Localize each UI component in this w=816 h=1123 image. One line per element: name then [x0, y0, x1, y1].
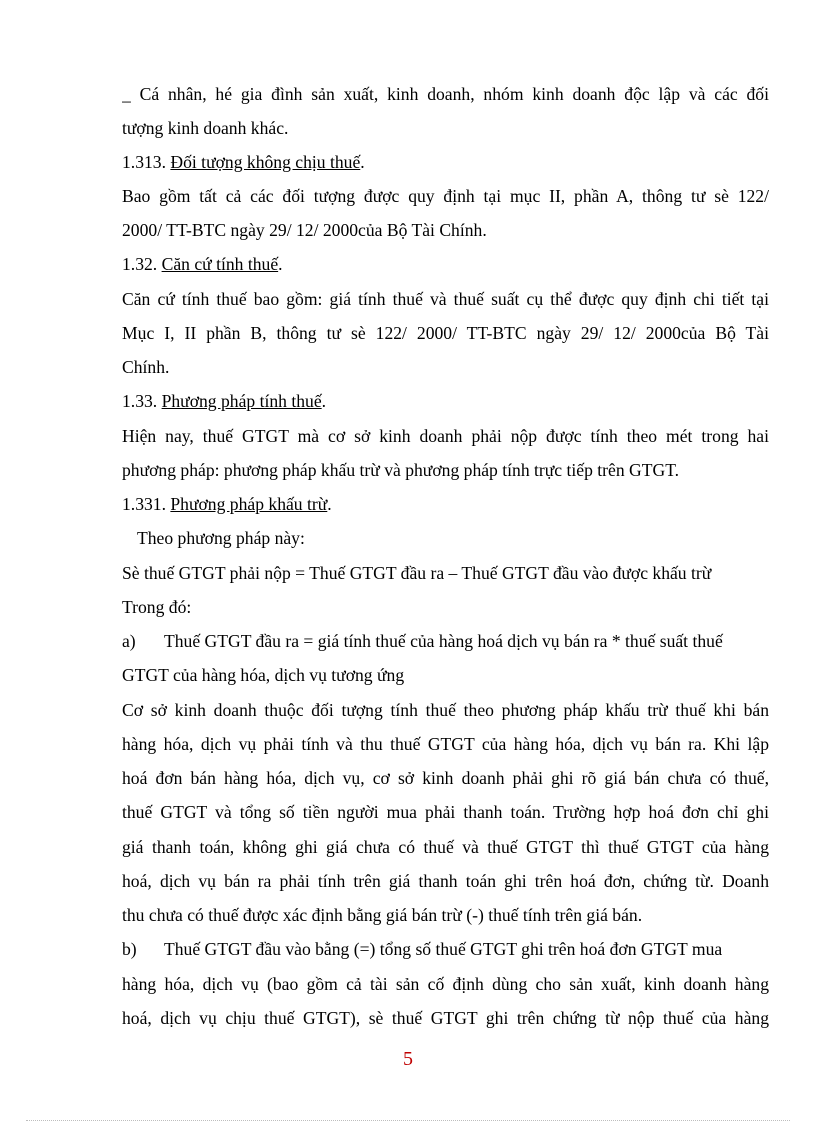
section-heading-1-33 [122, 389, 769, 413]
paragraph-line: tượng kinh doanh khác. [122, 118, 289, 138]
list-text: Thuế GTGT đầu vào bằng (=) tổng số thuế GTGT ghi trên hoá đơn GTGT mua [164, 939, 723, 959]
paragraph-line: phương pháp: phương pháp khấu trừ và phương pháp tính trực tiếp trên GTGT. [122, 460, 680, 480]
section-title: Đối tượng không chịu thuế [170, 152, 361, 172]
footer-divider [26, 1120, 790, 1121]
paragraph-line: Trong đó: [122, 597, 192, 617]
section-number: 1.313. [122, 152, 166, 172]
section-heading-1-331 [122, 492, 769, 516]
paragraph-line: thu chưa có thuế được xác định bằng giá bán trừ (-) thuế tính trên giá bán. [122, 905, 643, 925]
section-period: . [327, 494, 332, 514]
list-label: b) [122, 939, 137, 959]
paragraph-line: hàng hóa, dịch vụ phải tính và thu thuế GTGT của hàng hóa, dịch vụ bán ra. Khi lập [122, 734, 769, 754]
paragraph-line: Mục I, II phần B, thông tư sè 122/ 2000/ TT-BTC ngày 29/ 12/ 2000của Bộ Tài [122, 323, 769, 343]
paragraph-line: hoá, dịch vụ bán ra phải tính trên giá thanh toán ghi trên hoá đơn, chứng từ. Doanh [122, 871, 769, 891]
paragraph-line: _ Cá nhân, hé gia đình sản xuất, kinh doanh, nhóm kinh doanh độc lập và các đối [122, 84, 769, 104]
list-item-a [122, 629, 769, 653]
list-item-b [122, 937, 769, 961]
section-heading-1-313 [122, 150, 769, 174]
section-period: . [360, 152, 365, 172]
paragraph-line: hàng hóa, dịch vụ (bao gồm cả tài sản cố định dùng cho sản xuất, kinh doanh hàng [122, 974, 769, 994]
paragraph-line: thuế GTGT và tổng số tiền người mua phải thanh toán. Trường hợp hoá đơn chỉ ghi [122, 802, 769, 822]
formula-line: Sè thuế GTGT phải nộp = Thuế GTGT đầu ra – Thuế GTGT đầu vào được khấu trừ [122, 563, 712, 583]
section-number: 1.331. [122, 494, 166, 514]
section-title: Phương pháp khấu trừ [170, 494, 328, 514]
paragraph-line: Hiện nay, thuế GTGT mà cơ sở kinh doanh phải nộp được tính theo mét trong hai [122, 426, 769, 446]
section-number: 1.33. [122, 391, 158, 411]
paragraph-line: Theo phương pháp này: [137, 528, 305, 548]
section-title: Căn cứ tính thuế [161, 254, 279, 274]
list-label: a) [122, 631, 136, 651]
paragraph-line: hoá đơn bán hàng hóa, dịch vụ, cơ sở kinh doanh phải ghi rõ giá bán chưa có thuế, [122, 768, 769, 788]
list-text: Thuế GTGT đầu ra = giá tính thuế của hàng hoá dịch vụ bán ra * thuế suất thuế [164, 631, 723, 651]
paragraph-line: giá thanh toán, không ghi giá chưa có thuế và thuế GTGT thì thuế GTGT của hàng [122, 837, 769, 857]
section-period: . [278, 254, 283, 274]
page-number: 5 [403, 1048, 413, 1070]
paragraph-line: Căn cứ tính thuế bao gồm: giá tính thuế và thuế suất cụ thể được quy định chi tiết tại [122, 289, 769, 309]
section-period: . [321, 391, 327, 411]
section-title: Phương pháp tính thuế [161, 391, 322, 411]
paragraph-line: GTGT của hàng hóa, dịch vụ tương ứng [122, 665, 405, 685]
section-heading-1-32 [122, 252, 769, 276]
paragraph-line: Bao gồm tất cả các đối tượng được quy định tại mục II, phần A, thông tư sè 122/ [122, 186, 769, 206]
paragraph-line: hoá, dịch vụ chịu thuế GTGT), sè thuế GTGT ghi trên chứng từ nộp thuế của hàng [122, 1008, 769, 1028]
paragraph-line: Chính. [122, 357, 170, 377]
paragraph-line: Cơ sở kinh doanh thuộc đối tượng tính thuế theo phương pháp khấu trừ thuế khi bán [122, 700, 769, 720]
section-number: 1.32. [122, 254, 158, 274]
paragraph-line: 2000/ TT-BTC ngày 29/ 12/ 2000của Bộ Tài Chính. [122, 220, 487, 240]
